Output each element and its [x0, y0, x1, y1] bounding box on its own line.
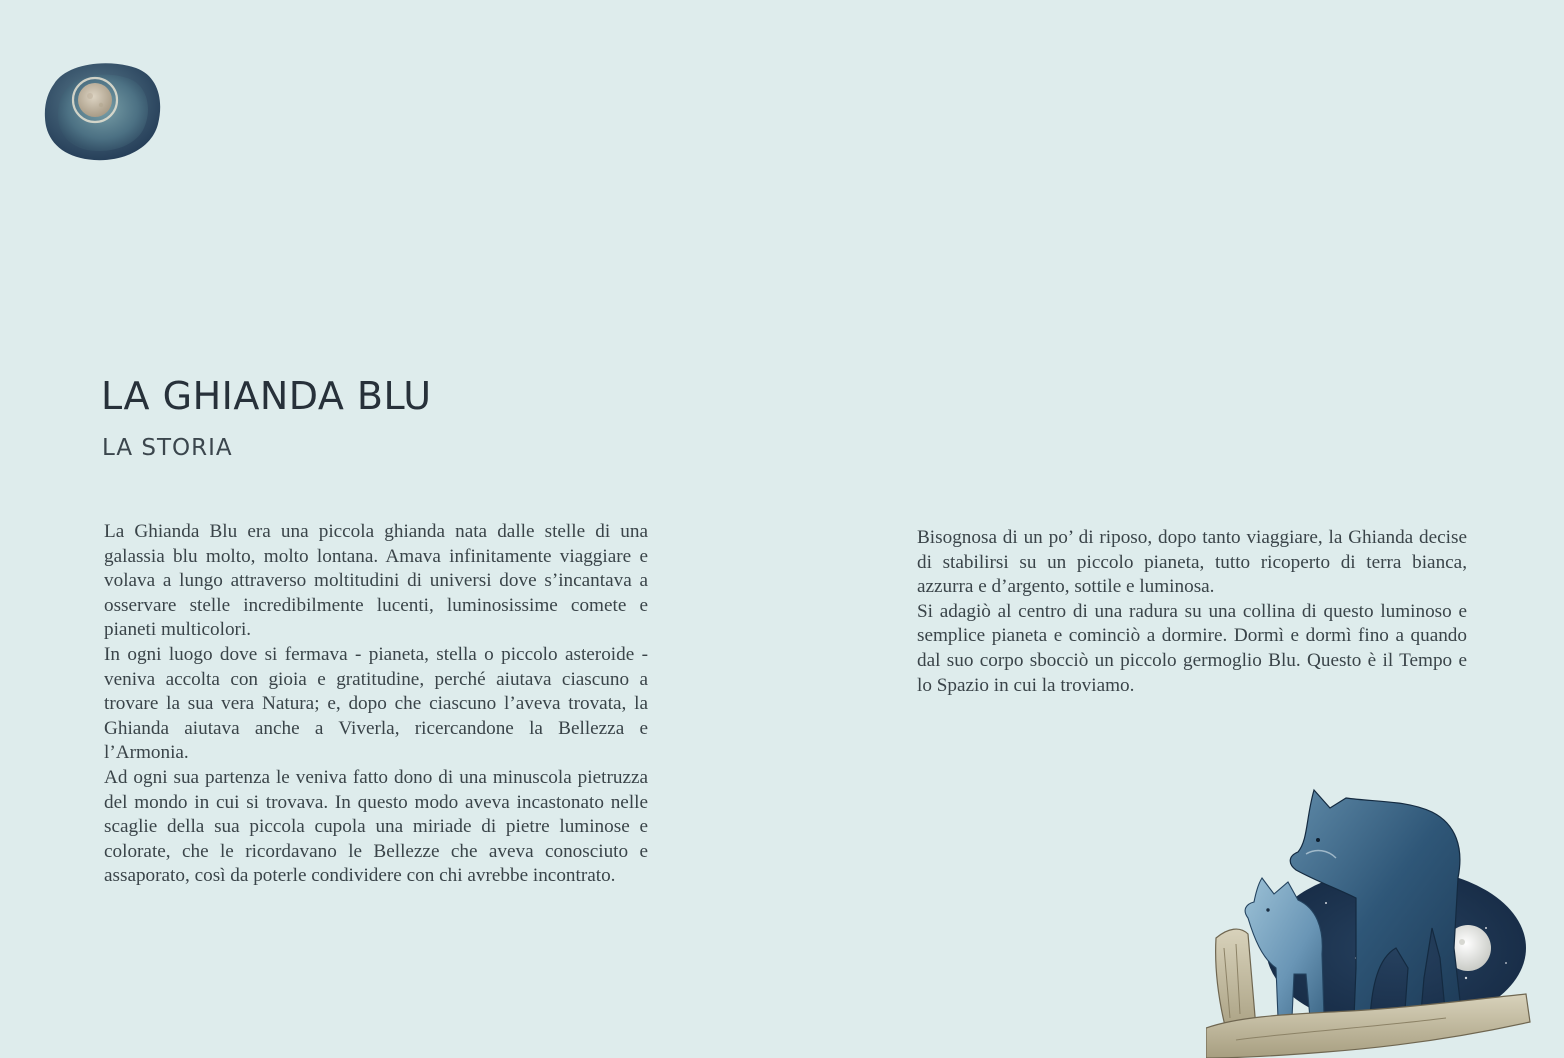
story-paragraph: Ad ogni sua partenza le veniva fatto dono di una minuscola pietruzza del mondo in cui si trovava. In questo modo aveva incastonato nelle scaglie della sua piccola cupola una miriade di pietre luminose e colorate, che le ricordavano le Bellezze che aveva conosciuto e assaporato, così da poterle condividere con chi avrebbe incontrato.	[104, 766, 648, 887]
page-title: LA GHIANDA BLU	[101, 374, 432, 418]
wolves-illustration	[1206, 778, 1534, 1058]
story-paragraph: La Ghianda Blu era una piccola ghianda nata dalle stelle di una galassia blu molto, molto lontana. Amava infinitamente viaggiare e volava a lungo attraverso moltitudini di universi dove s’incantava a osservare stelle incredibilmente lucenti, luminosissime comete e pianeti multicolori.	[104, 521, 648, 641]
story-left-column	[104, 520, 648, 889]
story-paragraph: Si adagiò al centro di una radura su una collina di questo luminoso e semplice pianeta e cominciò a dormire. Dormì e dormì fino a quando dal suo corpo sbocciò un piccolo germoglio Blu. Questo è il Tempo e lo Spazio in cui la troviamo.	[917, 600, 1467, 696]
story-paragraph: Bisognosa di un po’ di riposo, dopo tanto viaggiare, la Ghianda decise di stabilirsi su un piccolo pianeta, tutto ricoperto di terra bianca, azzurra e d’argento, sottile e luminosa.	[917, 527, 1467, 598]
story-paragraph: In ogni luogo dove si fermava - pianeta, stella o piccolo asteroide - veniva accolta con gioia e gratitudine, perché aiutava ciascuno a trovare la sua vera Natura; e, dopo che ciascuno l’aveva trovata, la Ghianda aiutava anche a Viverla, ricercandone la Bellezza e l’Armonia.	[104, 643, 648, 764]
story-right-column	[917, 526, 1467, 698]
page-subtitle: LA STORIA	[102, 435, 233, 461]
moon-emblem-icon	[44, 60, 162, 162]
